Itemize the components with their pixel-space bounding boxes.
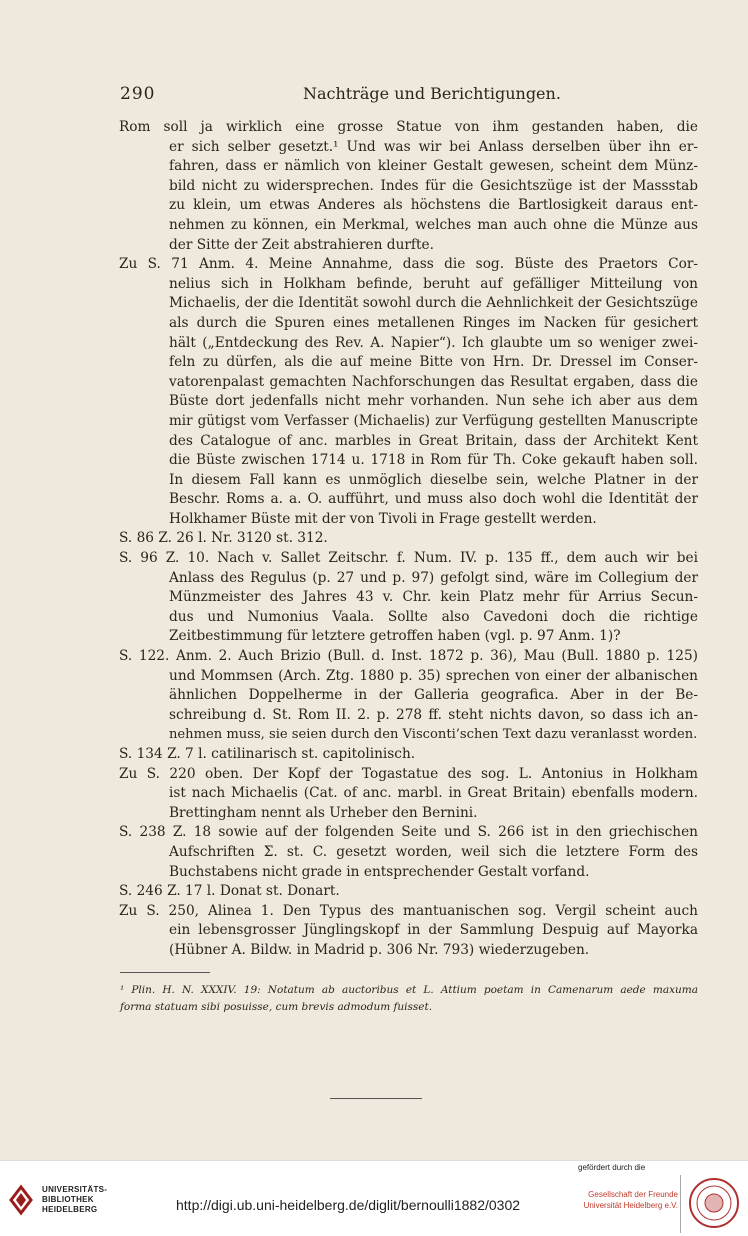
text-line: S. 96 Z. 10. Nach v. Sallet Zeitschr. f. Num. IV. p. 135 ff., dem auch wir bei xyxy=(119,550,698,567)
text-body xyxy=(119,118,698,961)
running-title: Nachträge und Berichtigungen. xyxy=(303,84,561,103)
text-line: bild nicht zu widersprechen. Indes für die Gesichtszüge ist der Massstab xyxy=(169,177,698,194)
text-line: als durch die Spuren eines metallenen Ringes im Nacken für gesichert xyxy=(169,314,698,331)
text-line: S. 134 Z. 7 l. catilinarisch st. capitolinisch. xyxy=(119,746,416,762)
library-name-line: HEIDELBERG xyxy=(42,1205,98,1214)
text-line: Aufschriften Σ. st. C. gesetzt worden, weil sich die letztere Form des xyxy=(169,843,698,860)
text-line: dus und Numonius Vaala. Sollte also Cavedoni doch die richtige xyxy=(169,608,698,625)
text-line: Anlass des Regulus (p. 27 und p. 97) gefolgt sind, wäre im Collegium der xyxy=(169,569,698,586)
entry xyxy=(119,902,698,961)
text-line: Zeitbestimmung für letztere getroffen haben (vgl. p. 97 Anm. 1)? xyxy=(169,628,621,645)
text-line: hält („Entdeckung des Rev. A. Napier“). Ich glaubte um so weniger zwei- xyxy=(169,334,698,351)
sponsor-caption: gefördert durch die xyxy=(578,1163,646,1172)
text-line: S. 238 Z. 18 sowie auf der folgenden Seite und S. 266 ist in den griechischen xyxy=(119,824,698,841)
entry xyxy=(119,647,698,745)
university-seal-icon xyxy=(688,1177,740,1229)
text-line: Büste dort jedenfalls nicht mehr vorhanden. Nun sehe ich aber aus dem xyxy=(169,393,698,410)
text-line: nelius sich in Holkham befinde, beruht auf gefälliger Mitteilung von xyxy=(169,275,698,292)
document-url-link[interactable]: http://digi.ub.uni-heidelberg.de/diglit/bernoulli1882/0302 xyxy=(176,1197,521,1213)
text-line: In diesem Fall kann es unmöglich dieselbe sein, welche Platner in der xyxy=(169,471,698,488)
text-line: zu klein, um etwas Anderes als höchstens die Bartlosigkeit daraus ent- xyxy=(169,197,698,214)
text-line: nehmen zu können, ein Merkmal, welches man auch ohne die Münze aus xyxy=(169,216,698,233)
text-line: mir gütigst vom Verfasser (Michaelis) zur Verfügung gestellten Manuscripte xyxy=(169,412,698,429)
text-line: S. 122. Anm. 2. Auch Brizio (Bull. d. Inst. 1872 p. 36), Mau (Bull. 1880 p. 125) xyxy=(119,648,698,665)
text-line: ein lebensgrosser Jünglingskopf in der Sammlung Despuig auf Mayorka xyxy=(169,922,698,939)
text-line: Beschr. Roms a. a. O. aufführt, und muss also doch wohl die Identität der xyxy=(169,491,698,508)
entry xyxy=(119,118,698,255)
text-line: Zu S. 250, Alinea 1. Den Typus des mantuanischen sog. Vergil scheint auch xyxy=(119,902,698,919)
entry xyxy=(119,745,698,765)
footnote-rule xyxy=(120,972,210,973)
entry xyxy=(119,549,698,647)
footnote-line: forma statuam sibi posuisse, cum brevis admodum fuisset. xyxy=(120,1001,433,1013)
footer-bar xyxy=(0,1160,748,1236)
library-name xyxy=(42,1185,107,1215)
entry xyxy=(119,823,698,882)
library-name-line: BIBLIOTHEK xyxy=(42,1195,94,1204)
footnote-line: ¹ Plin. H. N. XXXIV. 19: Notatum ab auctoribus et L. Attium poetam in Camenarum aede maxuma xyxy=(120,984,698,996)
text-line: feln zu dürfen, als die auf meine Bitte von Hrn. Dr. Dressel im Conser- xyxy=(169,354,698,371)
entry xyxy=(119,882,698,902)
entry xyxy=(119,529,698,549)
text-line: und Mommsen (Arch. Ztg. 1880 p. 35) sprechen von einer der albanischen xyxy=(169,667,698,684)
page-header xyxy=(120,84,700,108)
text-line: nehmen muss, sie seien durch den Visconti’schen Text dazu veranlasst worden. xyxy=(169,727,698,743)
library-name-line: UNIVERSITÄTS- xyxy=(42,1185,108,1194)
end-rule xyxy=(330,1098,422,1099)
text-line: S. 246 Z. 17 l. Donat st. Donart. xyxy=(119,883,340,900)
library-logo[interactable] xyxy=(8,1183,158,1223)
text-line: schreibung d. St. Rom II. 2. p. 278 ff. steht nichts davon, so dass ich an- xyxy=(169,706,698,723)
sponsor-name-line: Universität Heidelberg e.V. xyxy=(583,1201,678,1210)
text-line: Zu S. 220 oben. Der Kopf der Togastatue des sog. L. Antonius in Holkham xyxy=(119,765,698,782)
text-line: fahren, dass er nämlich von kleiner Gestalt gewesen, scheint dem Münz- xyxy=(169,158,698,175)
text-line: Holkhamer Büste mit der von Tivoli in Frage gestellt werden. xyxy=(169,510,597,527)
entry xyxy=(119,255,698,529)
entry xyxy=(119,765,698,824)
text-line: der Sitte der Zeit abstrahieren durfte. xyxy=(169,236,434,253)
text-line: S. 86 Z. 26 l. Nr. 3120 st. 312. xyxy=(119,530,328,547)
sponsor-divider xyxy=(680,1175,681,1233)
text-line: (Hübner A. Bildw. in Madrid p. 306 Nr. 793) wiederzugeben. xyxy=(169,941,590,958)
text-line: Zu S. 71 Anm. 4. Meine Annahme, dass die sog. Büste des Praetors Cor- xyxy=(119,256,698,273)
text-line: er sich selber gesetzt.¹ Und was wir bei Anlass derselben über ihn er- xyxy=(169,138,698,155)
text-line: vatorenpalast gemachten Nachforschungen das Resultat ergaben, dass die xyxy=(169,373,698,390)
text-line: Rom soll ja wirklich eine grosse Statue von ihm gestanden haben, die xyxy=(119,119,698,135)
text-line: ist nach Michaelis (Cat. of anc. marbl. in Great Britain) ebenfalls modern. xyxy=(169,785,698,802)
sponsor-name[interactable] xyxy=(572,1189,678,1211)
library-emblem-icon xyxy=(8,1183,34,1217)
text-line: Buchstabens nicht grade in entsprechender Gestalt vorfand. xyxy=(169,863,590,880)
text-line: des Catalogue of anc. marbles in Great Britain, dass der Architekt Kent xyxy=(169,432,698,449)
page-number: 290 xyxy=(120,84,156,104)
text-line: Michaelis, der die Identität sowohl durch die Aehnlichkeit der Gesichtszüge xyxy=(169,295,698,312)
sponsor-name-line: Gesellschaft der Freunde xyxy=(588,1190,678,1199)
text-line: Brettingham nennt als Urheber den Bernini. xyxy=(169,804,478,821)
footnote xyxy=(120,982,698,1016)
text-line: die Büste zwischen 1714 u. 1718 in Rom für Th. Coke gekauft haben soll. xyxy=(169,452,698,469)
text-line: ähnlichen Doppelherme in der Galleria geografica. Aber in der Be- xyxy=(169,687,698,704)
text-line: Münzmeister des Jahres 43 v. Chr. kein Platz mehr für Arrius Secun- xyxy=(169,589,698,606)
